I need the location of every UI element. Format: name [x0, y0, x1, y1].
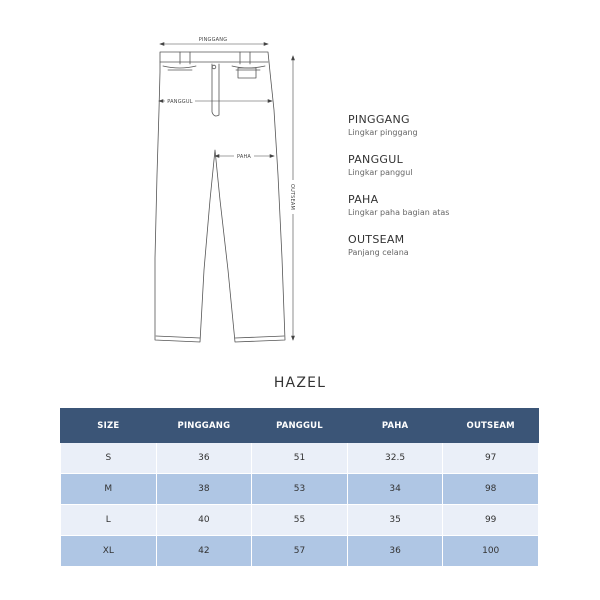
legend-desc: Lingkar paha bagian atas [348, 208, 450, 217]
measurement-legend [348, 113, 568, 273]
cell-outseam: 97 [443, 443, 539, 474]
cell-hip: 55 [252, 505, 348, 536]
cell-waist: 38 [156, 474, 252, 505]
size-table [60, 408, 539, 567]
column-header-waist: PINGGANG [156, 409, 252, 443]
column-header-size: SIZE [61, 409, 157, 443]
column-header-outseam: OUTSEAM [443, 409, 539, 443]
coin-pocket [238, 68, 256, 78]
waist-label: PINGGANG [198, 37, 228, 43]
table-row [61, 505, 539, 536]
cell-size: L [61, 505, 157, 536]
cell-hip: 53 [252, 474, 348, 505]
cell-hip: 57 [252, 536, 348, 567]
column-header-thigh: PAHA [347, 409, 443, 443]
legend-desc: Lingkar panggul [348, 168, 413, 177]
button [212, 65, 216, 69]
legend-title: PINGGANG [348, 113, 410, 126]
legend-item-waist [348, 113, 568, 153]
column-header-hip: PANGGUL [252, 409, 348, 443]
legend-item-outseam [348, 233, 568, 273]
product-title: HAZEL [273, 375, 327, 391]
outseam-label: OUTSEAM [289, 183, 295, 211]
legend-item-thigh [348, 193, 568, 233]
cell-size: S [61, 443, 157, 474]
thigh-label: PAHA [236, 154, 252, 160]
cell-outseam: 99 [443, 505, 539, 536]
cell-thigh: 32.5 [347, 443, 443, 474]
table-row [61, 443, 539, 474]
legend-desc: Panjang celana [348, 248, 409, 257]
legend-title: OUTSEAM [348, 233, 405, 246]
cell-outseam: 100 [443, 536, 539, 567]
cell-waist: 42 [156, 536, 252, 567]
cell-thigh: 35 [347, 505, 443, 536]
hip-label: PANGGUL [167, 99, 193, 105]
table-row [61, 536, 539, 567]
legend-item-hip [348, 153, 568, 193]
cell-waist: 40 [156, 505, 252, 536]
cell-thigh: 34 [347, 474, 443, 505]
table-header-row [61, 409, 539, 443]
left-pocket [163, 66, 196, 68]
cell-hip: 51 [252, 443, 348, 474]
cell-waist: 36 [156, 443, 252, 474]
cell-size: XL [61, 536, 157, 567]
cell-size: M [61, 474, 157, 505]
jeans-outline [155, 52, 285, 342]
table-row [61, 474, 539, 505]
fly [212, 64, 219, 116]
legend-title: PAHA [348, 193, 379, 206]
legend-title: PANGGUL [348, 153, 404, 166]
cell-outseam: 98 [443, 474, 539, 505]
legend-desc: Lingkar pinggang [348, 128, 418, 137]
cell-thigh: 36 [347, 536, 443, 567]
